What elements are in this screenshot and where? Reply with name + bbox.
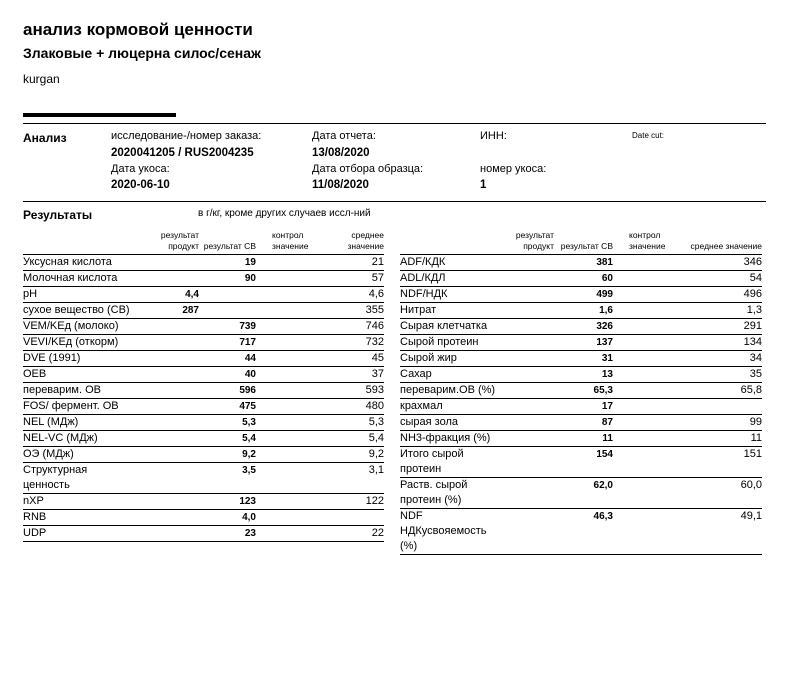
cell-product <box>131 255 199 271</box>
cell-name: DVE (1991) <box>23 351 131 367</box>
cell-product <box>505 431 554 447</box>
cell-name: ADL/КДЛ <box>400 271 505 287</box>
cell-product <box>505 335 554 351</box>
cell-product <box>505 367 554 383</box>
cell-product <box>131 494 199 510</box>
table-row <box>400 399 762 415</box>
cell-control <box>613 303 681 319</box>
report-subtitle: Злаковые + люцерна силос/сенаж <box>23 45 261 61</box>
cell-name: Сырая клетчатка <box>400 319 505 335</box>
cell-name: NEL-VC (МДж) <box>23 431 131 447</box>
cell-average: 346 <box>681 255 762 271</box>
cell-product <box>131 367 199 383</box>
table-row <box>23 367 384 383</box>
cell-product <box>131 271 199 287</box>
cell-control <box>613 367 681 383</box>
results-table-left <box>23 230 384 542</box>
table-row <box>400 415 762 431</box>
cell-name: NEL (МДж) <box>23 415 131 431</box>
cell-dm: 5,3 <box>199 415 256 431</box>
cell-product <box>505 303 554 319</box>
table-header-row <box>400 230 762 255</box>
cell-name: NH3-фракция (%) <box>400 431 505 447</box>
cell-product <box>131 351 199 367</box>
table-row <box>23 271 384 287</box>
cell-average: 60,0 <box>681 478 762 509</box>
cell-average: 4,6 <box>319 287 384 303</box>
cell-dm: 326 <box>554 319 613 335</box>
cell-control <box>613 415 681 431</box>
sample-date-label: Дата отбора образца: <box>312 163 424 175</box>
cell-control <box>256 463 319 494</box>
cell-dm: 4,0 <box>199 510 256 526</box>
cell-name: Молочная кислота <box>23 271 131 287</box>
cell-control <box>256 431 319 447</box>
cell-name: сырая зола <box>400 415 505 431</box>
table-row <box>400 319 762 335</box>
cell-product: 4,4 <box>131 287 199 303</box>
cell-average: 480 <box>319 399 384 415</box>
table-row <box>400 351 762 367</box>
cell-dm: 87 <box>554 415 613 431</box>
table-row <box>23 303 384 319</box>
table-header-row <box>23 230 384 255</box>
cell-dm: 44 <box>199 351 256 367</box>
cell-product: 287 <box>131 303 199 319</box>
cell-dm: 717 <box>199 335 256 351</box>
table-row <box>400 271 762 287</box>
cell-name: сухое вещество (СВ) <box>23 303 131 319</box>
cell-control <box>256 526 319 542</box>
cell-name: Сахар <box>400 367 505 383</box>
cell-average: 49,1 <box>681 509 762 555</box>
table-row <box>400 383 762 399</box>
cell-average: 5,3 <box>319 415 384 431</box>
cell-average: 9,2 <box>319 447 384 463</box>
table-row <box>400 447 762 478</box>
cell-dm: 40 <box>199 367 256 383</box>
cell-name: VEM/KEд (молоко) <box>23 319 131 335</box>
cell-name: OEB <box>23 367 131 383</box>
cell-product <box>505 287 554 303</box>
cell-product <box>505 319 554 335</box>
date-cut-label: Date cut: <box>632 131 665 140</box>
cell-name: ОЭ (МДж) <box>23 447 131 463</box>
cell-product <box>505 399 554 415</box>
cell-average: 1,3 <box>681 303 762 319</box>
cell-dm: 11 <box>554 431 613 447</box>
cell-average: 355 <box>319 303 384 319</box>
cell-name: pH <box>23 287 131 303</box>
cell-product <box>131 431 199 447</box>
report-title: анализ кормовой ценности <box>23 20 253 39</box>
col-header-dm: результат СВ <box>554 230 613 255</box>
cell-dm: 60 <box>554 271 613 287</box>
cell-name: UDP <box>23 526 131 542</box>
inn-label: ИНН: <box>480 130 507 142</box>
cell-dm: 499 <box>554 287 613 303</box>
cell-product <box>131 399 199 415</box>
cell-product <box>131 319 199 335</box>
col-header-average: среднее значение <box>319 230 384 255</box>
cell-average: 593 <box>319 383 384 399</box>
cell-control <box>256 255 319 271</box>
cell-dm: 23 <box>199 526 256 542</box>
cell-average: 34 <box>681 351 762 367</box>
client-name: kurgan <box>23 72 60 86</box>
cell-control <box>256 303 319 319</box>
cell-dm: 137 <box>554 335 613 351</box>
report-date-label: Дата отчета: <box>312 130 376 142</box>
cell-dm: 46,3 <box>554 509 613 555</box>
cell-product <box>505 478 554 509</box>
cell-average: 22 <box>319 526 384 542</box>
table-row <box>400 335 762 351</box>
analysis-section-label: Анализ <box>23 131 67 145</box>
cell-dm <box>199 287 256 303</box>
cell-dm: 5,4 <box>199 431 256 447</box>
cell-average: 57 <box>319 271 384 287</box>
cell-dm <box>199 303 256 319</box>
cell-control <box>613 335 681 351</box>
cell-name: RNB <box>23 510 131 526</box>
cell-control <box>256 383 319 399</box>
col-header-product: результат продукт <box>131 230 199 255</box>
cell-average: 5,4 <box>319 431 384 447</box>
cell-product <box>505 351 554 367</box>
cell-control <box>613 509 681 555</box>
table-row <box>23 526 384 542</box>
cell-name: NDF/НДК <box>400 287 505 303</box>
cell-control <box>256 319 319 335</box>
cell-name: переварим. ОВ <box>23 383 131 399</box>
report-date-value: 13/08/2020 <box>312 147 370 159</box>
cell-product <box>131 447 199 463</box>
cell-name: Итого сырой протеин <box>400 447 505 478</box>
table-row <box>400 509 762 555</box>
cell-name: Структурная ценность <box>23 463 131 494</box>
table-row <box>400 367 762 383</box>
cell-name: Раств. сырой протеин (%) <box>400 478 505 509</box>
table-row <box>400 431 762 447</box>
cell-dm: 13 <box>554 367 613 383</box>
cell-name: переварим.ОВ (%) <box>400 383 505 399</box>
cell-dm: 123 <box>199 494 256 510</box>
order-label: исследование-/номер заказа: <box>111 130 262 142</box>
cell-product <box>505 255 554 271</box>
cell-average: 746 <box>319 319 384 335</box>
cell-control <box>613 447 681 478</box>
cell-average: 134 <box>681 335 762 351</box>
cell-control <box>256 367 319 383</box>
col-header-dm: результат СВ <box>199 230 256 255</box>
cell-control <box>613 351 681 367</box>
table-row <box>23 510 384 526</box>
cell-dm: 3,5 <box>199 463 256 494</box>
results-heading: Результаты <box>23 208 93 222</box>
table-row <box>400 287 762 303</box>
cell-name: Нитрат <box>400 303 505 319</box>
cell-average: 151 <box>681 447 762 478</box>
cell-name: ADF/КДК <box>400 255 505 271</box>
cell-name: VEVI/KEд (откорм) <box>23 335 131 351</box>
table-row <box>23 287 384 303</box>
cell-product <box>505 271 554 287</box>
col-header-control: контрол значение <box>256 230 319 255</box>
cell-control <box>256 415 319 431</box>
table-row <box>23 255 384 271</box>
cell-control <box>613 431 681 447</box>
harvest-date-value: 2020-06-10 <box>111 179 170 191</box>
col-header-name <box>400 230 505 255</box>
col-header-average: среднее значение <box>681 230 762 255</box>
cell-control <box>256 399 319 415</box>
cell-name: nXP <box>23 494 131 510</box>
cell-control <box>256 271 319 287</box>
cell-average: 291 <box>681 319 762 335</box>
cell-product <box>505 383 554 399</box>
table-row <box>400 303 762 319</box>
table-row <box>23 494 384 510</box>
cell-product <box>505 447 554 478</box>
cut-number-value: 1 <box>480 179 487 191</box>
cell-name: крахмал <box>400 399 505 415</box>
cell-dm: 65,3 <box>554 383 613 399</box>
cell-name: Уксусная кислота <box>23 255 131 271</box>
cell-control <box>613 287 681 303</box>
col-header-name <box>23 230 131 255</box>
cell-control <box>256 351 319 367</box>
col-header-product: результат продукт <box>505 230 554 255</box>
table-row <box>23 383 384 399</box>
table-row <box>23 431 384 447</box>
cell-average: 37 <box>319 367 384 383</box>
cell-average: 99 <box>681 415 762 431</box>
divider-top <box>23 123 766 124</box>
cell-name: FOS/ фермент. ОВ <box>23 399 131 415</box>
table-row <box>23 335 384 351</box>
table-row <box>23 399 384 415</box>
cell-dm: 381 <box>554 255 613 271</box>
table-row <box>23 319 384 335</box>
table-row <box>23 463 384 494</box>
cell-product <box>131 383 199 399</box>
cell-average <box>681 399 762 415</box>
cell-average: 35 <box>681 367 762 383</box>
cell-product <box>131 510 199 526</box>
cell-dm: 475 <box>199 399 256 415</box>
cell-dm: 31 <box>554 351 613 367</box>
cell-dm: 19 <box>199 255 256 271</box>
table-row <box>23 351 384 367</box>
cell-dm: 1,6 <box>554 303 613 319</box>
cell-average: 21 <box>319 255 384 271</box>
table-row <box>400 478 762 509</box>
sample-date-value: 11/08/2020 <box>312 179 369 191</box>
table-row <box>400 255 762 271</box>
cell-average: 732 <box>319 335 384 351</box>
cell-product <box>131 526 199 542</box>
cell-control <box>256 335 319 351</box>
cell-dm: 90 <box>199 271 256 287</box>
section-bar <box>23 113 176 117</box>
table-row <box>23 415 384 431</box>
cell-name: NDF НДКусвояемость (%) <box>400 509 505 555</box>
table-row <box>23 447 384 463</box>
cell-average <box>319 510 384 526</box>
cell-dm: 154 <box>554 447 613 478</box>
col-header-control: контрол значение <box>613 230 681 255</box>
cell-control <box>613 319 681 335</box>
cell-control <box>613 478 681 509</box>
cell-average: 122 <box>319 494 384 510</box>
cell-average: 54 <box>681 271 762 287</box>
cell-average: 65,8 <box>681 383 762 399</box>
cell-dm: 739 <box>199 319 256 335</box>
order-value: 2020041205 / RUS2004235 <box>111 147 254 159</box>
cell-control <box>256 447 319 463</box>
cell-product <box>131 415 199 431</box>
results-table-right <box>400 230 762 555</box>
cell-name: Сырой протеин <box>400 335 505 351</box>
cell-average: 496 <box>681 287 762 303</box>
cell-control <box>613 399 681 415</box>
cell-average: 3,1 <box>319 463 384 494</box>
cell-dm: 9,2 <box>199 447 256 463</box>
cell-dm: 62,0 <box>554 478 613 509</box>
cut-number-label: номер укоса: <box>480 163 547 175</box>
divider-results <box>23 201 766 202</box>
units-note: в г/кг, кроме других случаев иссл-ний <box>198 208 371 219</box>
cell-control <box>613 271 681 287</box>
cell-control <box>256 510 319 526</box>
harvest-date-label: Дата укоса: <box>111 163 170 175</box>
cell-dm: 596 <box>199 383 256 399</box>
cell-control <box>256 287 319 303</box>
cell-name: Сырой жир <box>400 351 505 367</box>
cell-average: 45 <box>319 351 384 367</box>
cell-product <box>505 509 554 555</box>
cell-control <box>613 255 681 271</box>
cell-control <box>613 383 681 399</box>
cell-average: 11 <box>681 431 762 447</box>
cell-dm: 17 <box>554 399 613 415</box>
cell-product <box>131 335 199 351</box>
cell-control <box>256 494 319 510</box>
cell-product <box>131 463 199 494</box>
cell-product <box>505 415 554 431</box>
